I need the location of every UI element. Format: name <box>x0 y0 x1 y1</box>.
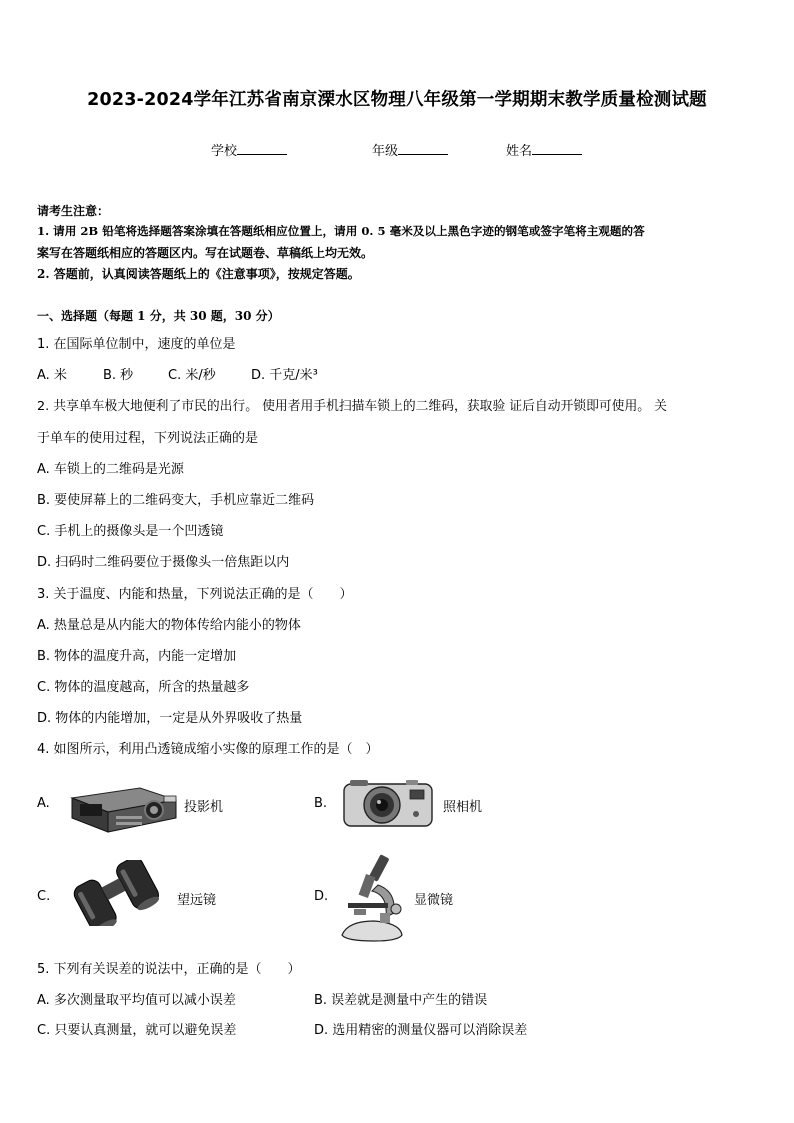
q1-option-b: B. 秒 <box>103 368 134 383</box>
q1-option-d: D. 千克/米³ <box>251 368 318 383</box>
q1-option-c: C. 米/秒 <box>168 368 216 383</box>
q2-option-c: C. 手机上的摄像头是一个凹透镜 <box>37 524 224 539</box>
q3-option-b: B. 物体的温度升高，内能一定增加 <box>37 649 237 664</box>
projector-icon <box>68 778 184 838</box>
q2-stem-line2: 于单车的使用过程，下列说法正确的是 <box>37 431 259 446</box>
name-blank <box>532 141 582 155</box>
grade-blank <box>398 141 448 155</box>
q5-stem: 5. 下列有关误差的说法中，正确的是（ ） <box>37 962 301 977</box>
q2-option-a: A. 车锁上的二维码是光源 <box>37 462 184 477</box>
notice-item1-line2: 案写在答题纸相应的答题区内。写在试题卷、草稿纸上均无效。 <box>37 246 374 260</box>
q3-option-c: C. 物体的温度越高，所含的热量越多 <box>37 680 250 695</box>
q2-stem-line1: 2. 共享单车极大地便利了市民的出行。 使用者用手机扫描车锁上的二维码，获取验 证后自动开锁即可使用。 关 <box>37 399 667 414</box>
q4-option-d-label: 显微镜 <box>414 893 454 908</box>
q3-option-d: D. 物体的内能增加，一定是从外界吸收了热量 <box>37 711 303 726</box>
q4-option-c-label: 望远镜 <box>177 893 217 908</box>
q2-option-b: B. 要使屏幕上的二维码变大，手机应靠近二维码 <box>37 493 315 508</box>
q4-option-d-letter: D. <box>314 889 329 904</box>
q5-option-a: A. 多次测量取平均值可以减小误差 <box>37 993 236 1008</box>
name-label: 姓名 <box>506 144 533 159</box>
q1-option-a: A. 米 <box>37 368 67 383</box>
name-field <box>506 140 582 159</box>
q4-option-b-label: 照相机 <box>443 800 483 815</box>
notice-item1-line1: 1. 请用 2B 铅笔将选择题答案涂填在答题纸相应位置上，请用 0. 5 毫米及以上黑色字迹的钢笔或签字笔将主观题的答 <box>37 224 645 238</box>
q3-stem: 3. 关于温度、内能和热量，下列说法正确的是（ ） <box>37 587 353 602</box>
microscope-icon <box>338 851 408 945</box>
school-label: 学校 <box>211 144 238 159</box>
q4-stem: 4. 如图所示，利用凸透镜成缩小实像的原理工作的是（ ） <box>37 742 379 757</box>
grade-label: 年级 <box>372 144 399 159</box>
q5-option-c: C. 只要认真测量，就可以避免误差 <box>37 1023 237 1038</box>
q4-option-c-letter: C. <box>37 889 51 904</box>
section-heading: 一、选择题（每题 1 分，共 30 题，30 分） <box>37 309 280 323</box>
q4-option-a-letter: A. <box>37 796 50 811</box>
grade-field <box>372 140 448 159</box>
q5-option-b: B. 误差就是测量中产生的错误 <box>314 993 488 1008</box>
q2-option-d: D. 扫码时二维码要位于摄像头一倍焦距以内 <box>37 555 290 570</box>
binoculars-icon <box>64 860 174 926</box>
school-field <box>211 140 287 159</box>
q1-stem: 1. 在国际单位制中，速度的单位是 <box>37 337 236 352</box>
q5-option-d: D. 选用精密的测量仪器可以消除误差 <box>314 1023 528 1038</box>
exam-title: 2023-2024学年江苏省南京溧水区物理八年级第一学期期末教学质量检测试题 <box>87 90 707 110</box>
q4-option-b-letter: B. <box>314 796 328 811</box>
notice-heading: 请考生注意： <box>37 204 110 218</box>
q4-option-a-label: 投影机 <box>184 800 224 815</box>
notice-item2: 2. 答题前，认真阅读答题纸上的《注意事项》，按规定答题。 <box>37 267 360 281</box>
q3-option-a: A. 热量总是从内能大的物体传给内能小的物体 <box>37 618 301 633</box>
school-blank <box>237 141 287 155</box>
camera-icon <box>340 776 436 830</box>
